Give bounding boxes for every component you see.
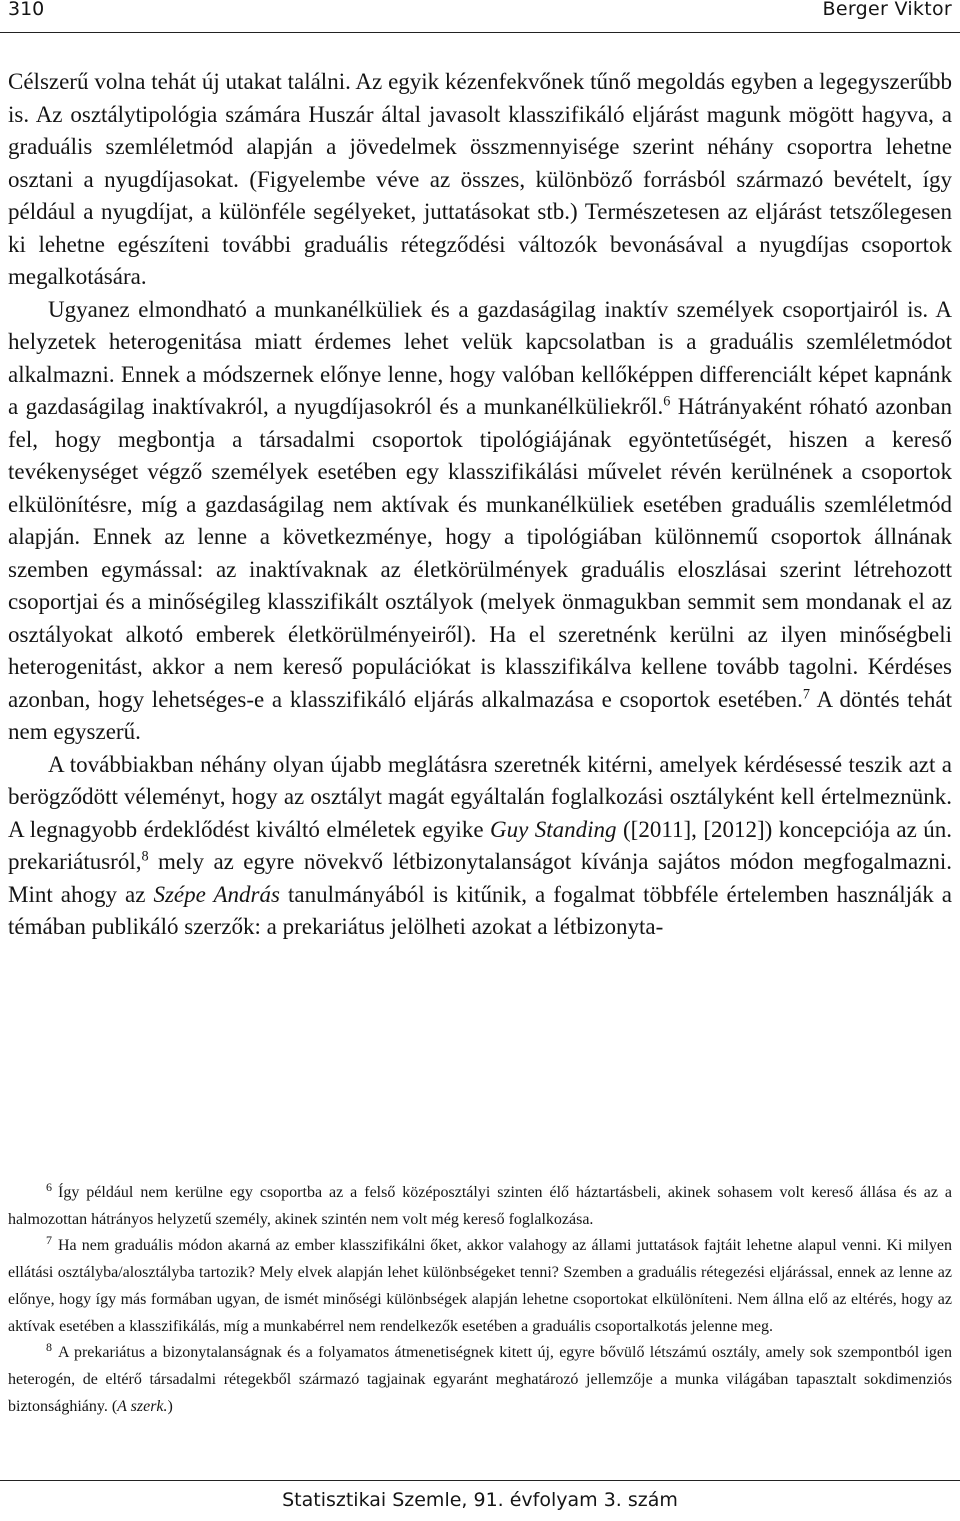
journal-title: Statisztikai Szemle, 91. évfolyam 3. szám bbox=[282, 1489, 678, 1511]
paragraph-2-part-c: A döntés tehát nem egyszerű. bbox=[8, 686, 952, 744]
footnote-8-editor-note: A szerk. bbox=[117, 1397, 168, 1415]
footnote-8-number: 8 bbox=[46, 1339, 52, 1354]
body-text bbox=[8, 66, 952, 944]
footnote-6-number: 6 bbox=[46, 1179, 52, 1194]
paragraph-1: Célszerű volna tehát új utakat találni. Az egyik kézenfekvőnek tűnő megoldás egyben a legegyszerűbb is. Az osztálytipológia számára Huszár által javasolt klasszifikáló eljárást magunk mögött hagyva, a graduális szemléletmód alapján a jövedelmek összmennyisége szerint néhány csoportra lehetne osztani a nyugdíjasokat. (Figyelembe véve az összes, különböző forrásból származó bevételt, így például a nyugdíjat, a különféle segélyeket, juttatásokat stb.) Természetesen az eljárást tetszőlegesen ki lehetne egészíteni további graduális rétegződési változók bevonásával a nyugdíjas csoportok megalkotására. bbox=[8, 69, 952, 289]
page-header bbox=[0, 0, 960, 33]
footnote-8-text-a: A prekariátus a bizonytalanságnak és a folyamatos átmenetiségnek kitett új, egyre bővülő létszámú osztály, amely sok szempontból igen heterogén, de eltérő társadalmi rétegekből származó tagjainak egyaránt meghatározó jellemzője a munka világában tapasztalt sokdimenziós biztonsághiány. ( bbox=[8, 1344, 952, 1415]
footnote-ref-7[interactable]: 7 bbox=[802, 685, 811, 702]
author-name-szepe: Szépe András bbox=[153, 881, 280, 907]
footnote-6-text: Így például nem kerülne egy csoportba az a felső középosztályi szinten élő háztartásbeli, akinek sohasem volt kereső állása és az a halmozottan hátrányos helyzetű személy, akinek szintén nem volt még kereső foglalkozása. bbox=[8, 1184, 952, 1228]
footnote-7-text: Ha nem graduális módon akarná az ember klasszifikálni őket, akkor valahogy az állami juttatások fajtáit lehetne alapul venni. Ki milyen ellátási osztályba/alosztályba tartozik? Mely elvek alapján lehet különbségeket tenni? Szemben a graduális rétegezési eljárással, ennek az lenne az előnye, hogy így más formában ugyan, de ismét minőségi különbségek alapján lehetne csoportokat elkülöníteni. Nem állna elő az eltérés, hogy az aktívak esetében a klasszifikálás, míg a munkabérrel nem rendelkezők esetében a graduális csoportalkotás jelenne meg. bbox=[8, 1237, 952, 1335]
footnote-8-text-b: ) bbox=[167, 1397, 173, 1415]
footnote-ref-6[interactable]: 6 bbox=[663, 393, 671, 410]
footnote-ref-8[interactable]: 8 bbox=[141, 848, 149, 865]
page-footer bbox=[0, 1480, 960, 1521]
running-author: Berger Viktor bbox=[822, 0, 952, 20]
paragraph-3-part-c: mely az egyre növekvő létbizonytalanságot kívánja sajátos módon megfogalmazni. Mint ahogy az bbox=[8, 849, 952, 907]
paragraph-3-part-b: ([2011], [2012]) koncepciója az ún. prekariátusról, bbox=[8, 816, 952, 874]
paragraph-2 bbox=[8, 294, 952, 749]
footnote-7 bbox=[8, 1233, 952, 1340]
footnote-6 bbox=[8, 1180, 952, 1233]
paragraph-2-part-b: Hátrányaként róható azonban fel, hogy megbontja a társadalmi csoportok tipológiájának egyöntetűségét, hiszen a kereső tevékenységet végző személyek esetében egy klasszifikálási művelet révén kerülnének a csoportok elkülönítésre, míg a gazdaságilag nem aktívak és munkanélküliek esetében graduális szemléletmód alapján. Ennek az lenne a következménye, hogy a tipológiában különnemű csoportok állnának szemben egymással: az inaktívaknak az életkörülmények graduális eloszlásai szerint létrehozott csoportjai és a minőségileg klasszifikált osztályok (melyek önmagukban semmit sem mondanak el az osztályokat alkotó emberek életkörülményeiről). Ha el szeretnénk kerülni az ilyen minőségbeli heterogenitást, akkor a nem kereső populációkat is klasszifikálva kellene tovább tagolni. Kérdéses azonban, hogy lehetséges-e a klasszifikáló eljárás alkalmazása e csoportok esetében. bbox=[8, 394, 952, 712]
paragraph-3 bbox=[8, 749, 952, 944]
footnote-7-number: 7 bbox=[46, 1233, 52, 1248]
paragraph-3-part-d: tanulmányából is kitűnik, a fogalmat többféle értelemben használják a témában publikáló szerzők: a prekariátus jelölheti azokat a létbizonyta- bbox=[8, 881, 953, 939]
paragraph-2-part-a: Ugyanez elmondható a munkanélküliek és a gazdaságilag inaktív személyek csoportjairól is. A helyzetek heterogenitása miatt érdemes lehet velük kapcsolatban is a graduális szemléletmódot alkalmazni. Ennek a módszernek előnye lenne, hogy valóban kellőképpen differenciált képet kapnánk a gazdaságilag inaktívakról, a nyugdíjasokról és a munkanélküliekről. bbox=[8, 296, 952, 419]
paragraph-3-part-a: A továbbiakban néhány olyan újabb meglátásra szeretnék kitérni, amelyek kérdésessé teszik azt a berögződött véleményt, hogy az osztályt magát egyáltalán foglalkozási osztályként kell értelmeznünk. A legnagyobb érdeklődést kiváltó elméletek egyike bbox=[8, 751, 952, 842]
page-number: 310 bbox=[8, 0, 45, 20]
footnotes bbox=[8, 1180, 952, 1420]
author-name-standing: Guy Standing bbox=[490, 816, 617, 842]
footnote-8 bbox=[8, 1340, 952, 1420]
